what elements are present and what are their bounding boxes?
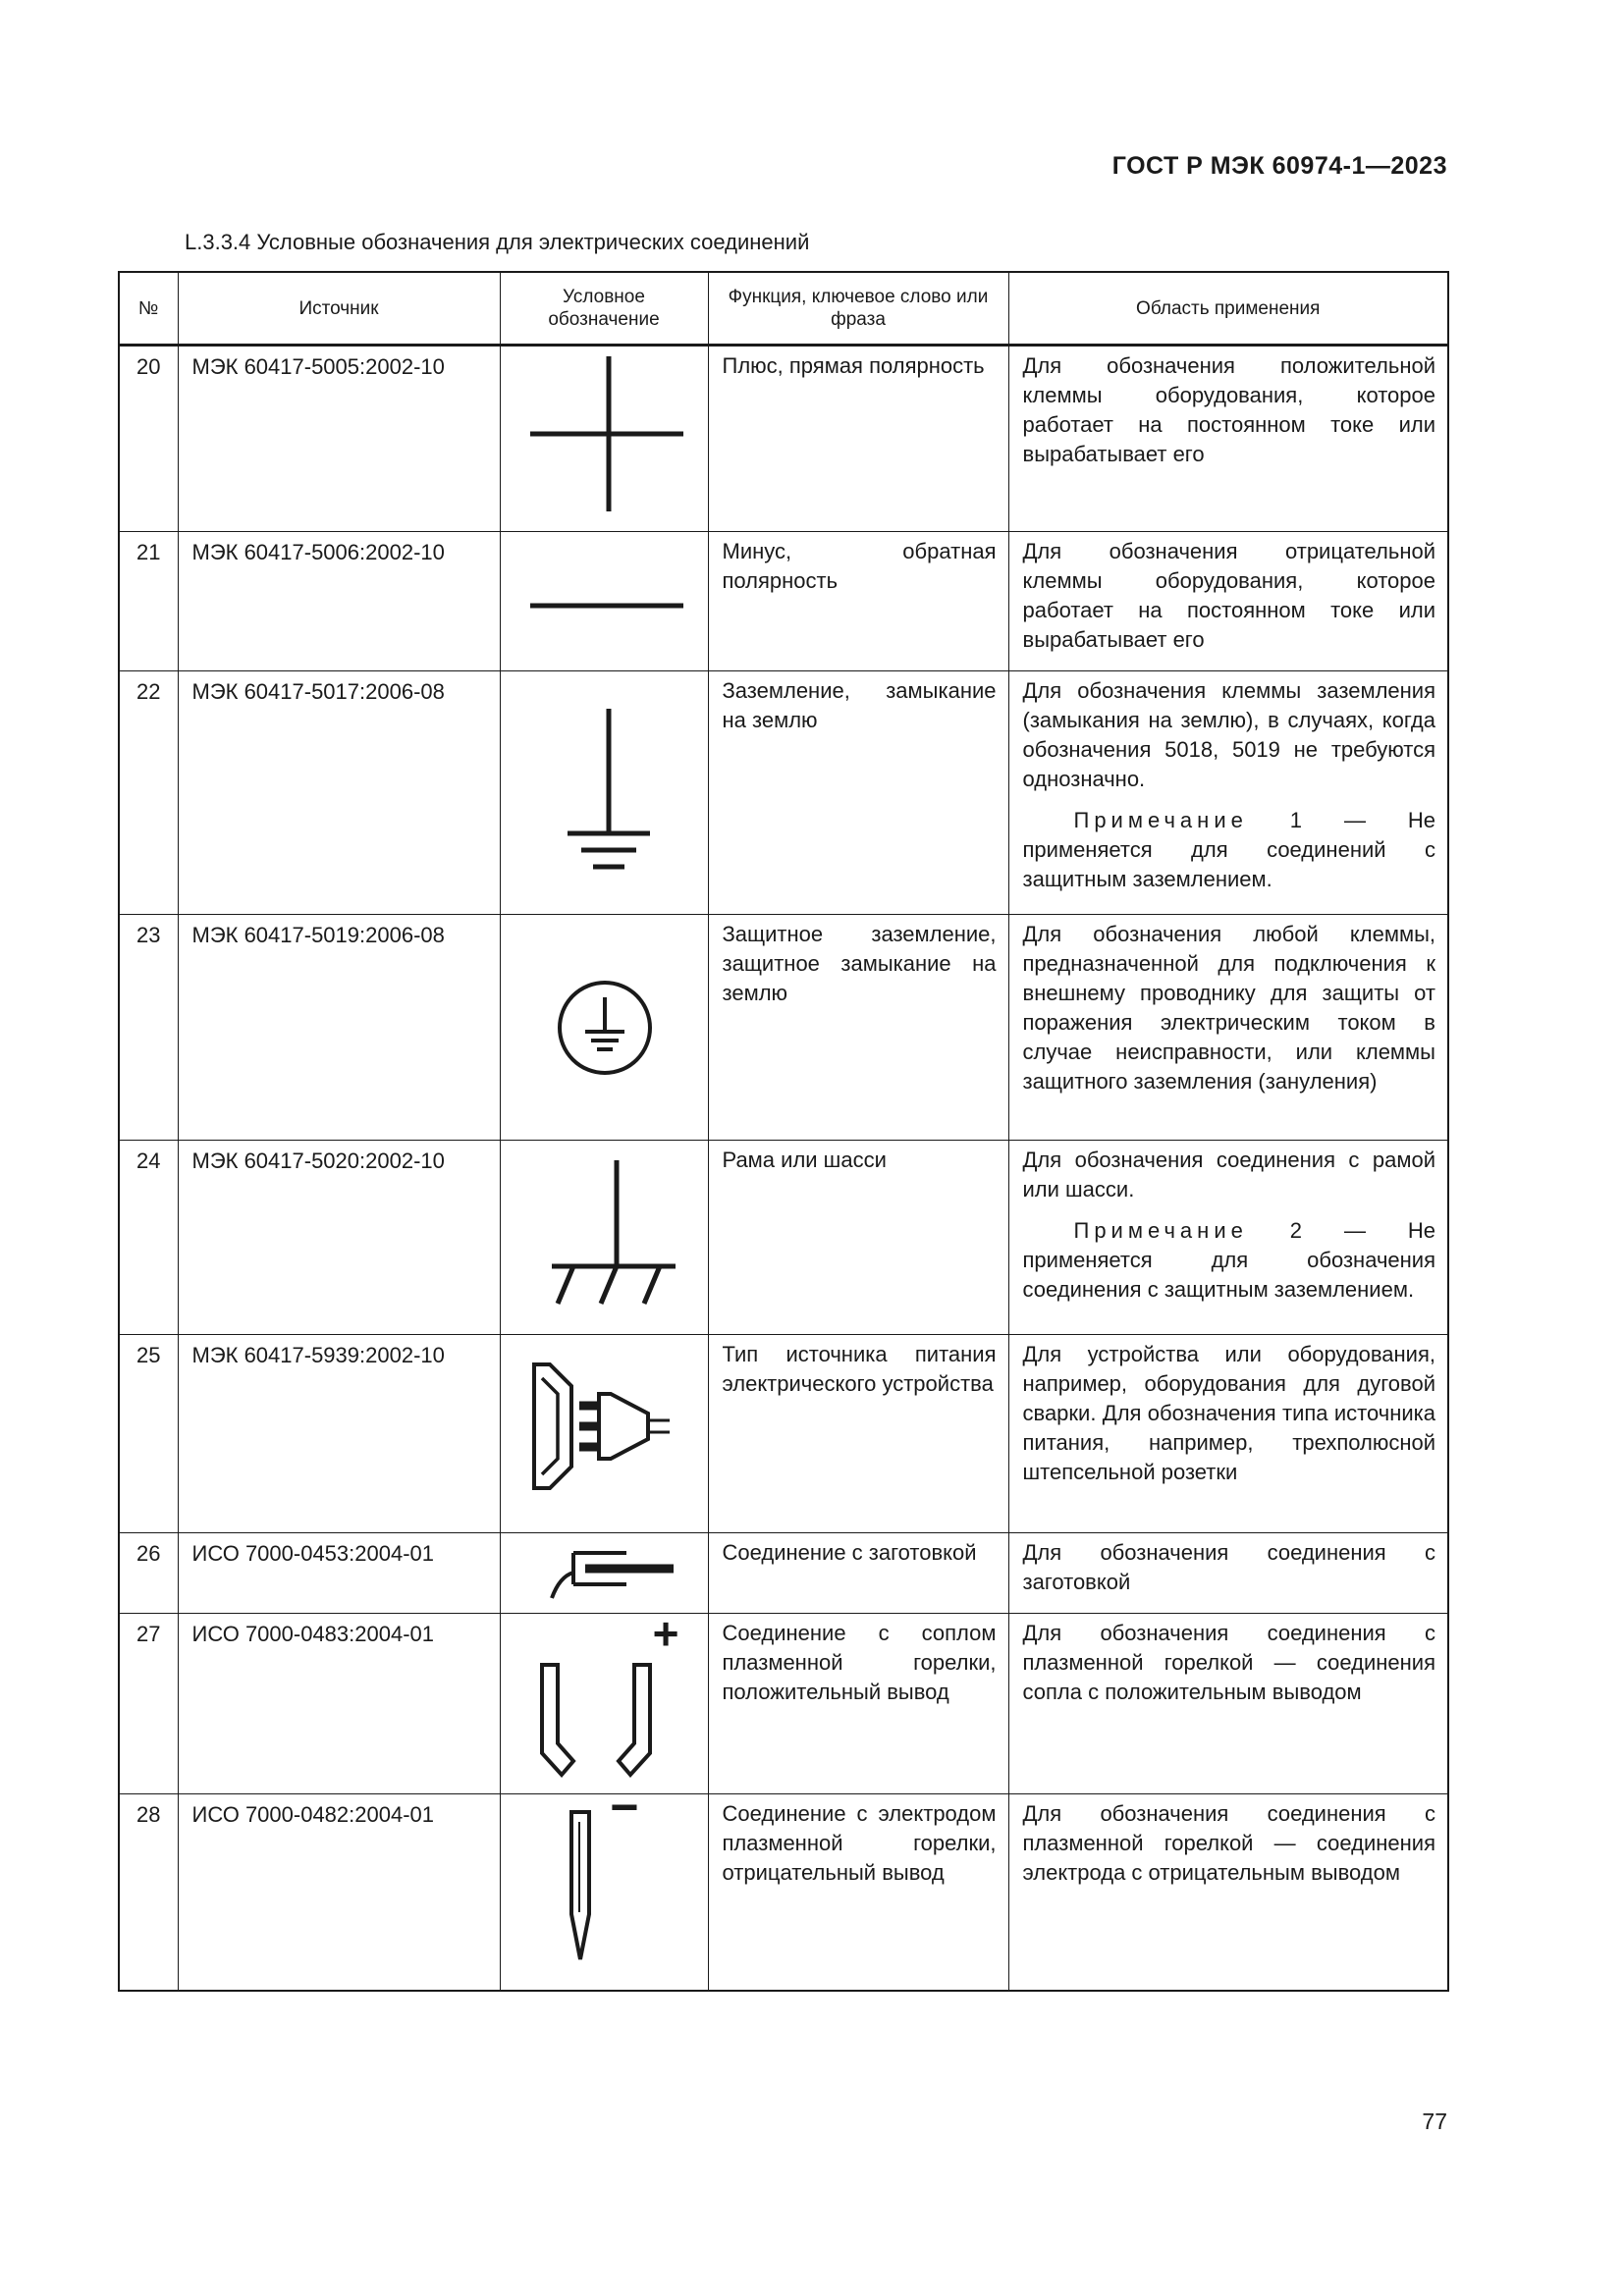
row-number: 23	[119, 915, 178, 1141]
row-number: 27	[119, 1614, 178, 1794]
row-area: Для обозначения положительной клеммы оборудования, которое работает на постоянном токе или вырабатывает его	[1008, 346, 1448, 532]
page-number: 77	[1422, 2109, 1447, 2134]
plus-icon	[501, 347, 707, 528]
row-function: Тип источника питания электрического устройства	[708, 1335, 1008, 1533]
row-source: ИСО 7000-0483:2004-01	[178, 1614, 500, 1794]
row-area: Для обозначения отрицательной клеммы оборудования, которое работает на постоянном токе или вырабатывает его	[1008, 532, 1448, 671]
column-header-area: Область применения	[1008, 272, 1448, 346]
power-supply-type-icon	[501, 1335, 707, 1531]
row-number: 20	[119, 346, 178, 532]
row-area: Для обозначения любой клеммы, предназначенной для подключения к внешнему проводнику для защиты от поражения электрическим током в случае неисправности, или клеммы защитного заземления (зануления)	[1008, 915, 1448, 1141]
row-number: 28	[119, 1794, 178, 1991]
row-number: 21	[119, 532, 178, 671]
note-text: 1 — Не применяется для соединений с защитным заземлением.	[1022, 808, 1435, 891]
table-row	[119, 1141, 1448, 1335]
row-function: Плюс, прямая полярность	[708, 346, 1008, 532]
table-row	[119, 346, 1448, 532]
column-header-num: №	[119, 272, 178, 346]
row-function: Рама или шасси	[708, 1141, 1008, 1335]
note-text: 2 — Не применяется для обозначения соединения с защитным заземлением.	[1022, 1218, 1435, 1302]
note-label: Примечание	[1073, 1218, 1248, 1243]
row-source: МЭК 60417-5939:2002-10	[178, 1335, 500, 1533]
row-function: Минус, обратная полярность	[708, 532, 1008, 671]
row-function: Заземление, замыкание на землю	[708, 671, 1008, 915]
row-source: МЭК 60417-5005:2002-10	[178, 346, 500, 532]
frame-chassis-icon	[501, 1141, 707, 1333]
minus-icon	[501, 532, 707, 669]
table-row	[119, 532, 1448, 671]
row-area: Для обозначения клеммы заземления (замыкания на землю), в случаях, когда обозначения 5018, 5019 не требуются однозначно.	[1022, 678, 1435, 791]
row-number: 22	[119, 671, 178, 915]
protective-earth-icon	[501, 915, 707, 1139]
row-function: Защитное заземление, защитное замыкание на землю	[708, 915, 1008, 1141]
earth-ground-icon	[501, 671, 707, 912]
table-row	[119, 1533, 1448, 1614]
section-caption: L.3.3.4 Условные обозначения для электрических соединений	[185, 230, 810, 254]
row-source: МЭК 60417-5020:2002-10	[178, 1141, 500, 1335]
workpiece-connection-icon	[501, 1533, 707, 1612]
row-number: 24	[119, 1141, 178, 1335]
row-function: Соединение с электродом плазменной горелки, отрицательный вывод	[708, 1794, 1008, 1991]
row-area: Для обозначения соединения с рамой или шасси.	[1022, 1148, 1435, 1201]
positive-sign: +	[652, 1614, 679, 1659]
column-header-source: Источник	[178, 272, 500, 346]
table-row	[119, 671, 1448, 915]
document-header: ГОСТ Р МЭК 60974-1—2023	[1111, 152, 1447, 180]
row-note	[1023, 806, 1436, 894]
row-source: ИСО 7000-0482:2004-01	[178, 1794, 500, 1991]
table-row	[119, 1335, 1448, 1533]
column-header-symbol: Условное обозначение	[500, 272, 708, 346]
plasma-electrode-negative-icon	[501, 1794, 707, 1989]
column-header-function: Функция, ключевое слово или фраза	[708, 272, 1008, 346]
row-source: МЭК 60417-5006:2002-10	[178, 532, 500, 671]
row-area: Для обозначения соединения с плазменной горелкой — соединения электрода с отрицательным выводом	[1008, 1794, 1448, 1991]
row-source: МЭК 60417-5019:2006-08	[178, 915, 500, 1141]
row-source: МЭК 60417-5017:2006-08	[178, 671, 500, 915]
row-function: Соединение с соплом плазменной горелки, положительный вывод	[708, 1614, 1008, 1794]
row-note	[1023, 1216, 1436, 1305]
row-area: Для обозначения соединения с заготовкой	[1008, 1533, 1448, 1614]
note-label: Примечание	[1073, 808, 1248, 832]
plasma-nozzle-positive-icon	[501, 1614, 707, 1792]
row-number: 25	[119, 1335, 178, 1533]
symbols-table	[118, 271, 1449, 1992]
row-number: 26	[119, 1533, 178, 1614]
negative-sign: −	[610, 1794, 639, 1835]
table-row	[119, 915, 1448, 1141]
table-row	[119, 1794, 1448, 1991]
table-row	[119, 1614, 1448, 1794]
table-header-row	[119, 272, 1448, 346]
row-area: Для обозначения соединения с плазменной горелкой — соединения сопла с положительным выводом	[1008, 1614, 1448, 1794]
row-function: Соединение с заготовкой	[708, 1533, 1008, 1614]
row-source: ИСО 7000-0453:2004-01	[178, 1533, 500, 1614]
row-area: Для устройства или оборудования, например, оборудования для дуговой сварки. Для обозначения типа источника питания, например, трехполюсной штепсельной розетки	[1008, 1335, 1448, 1533]
